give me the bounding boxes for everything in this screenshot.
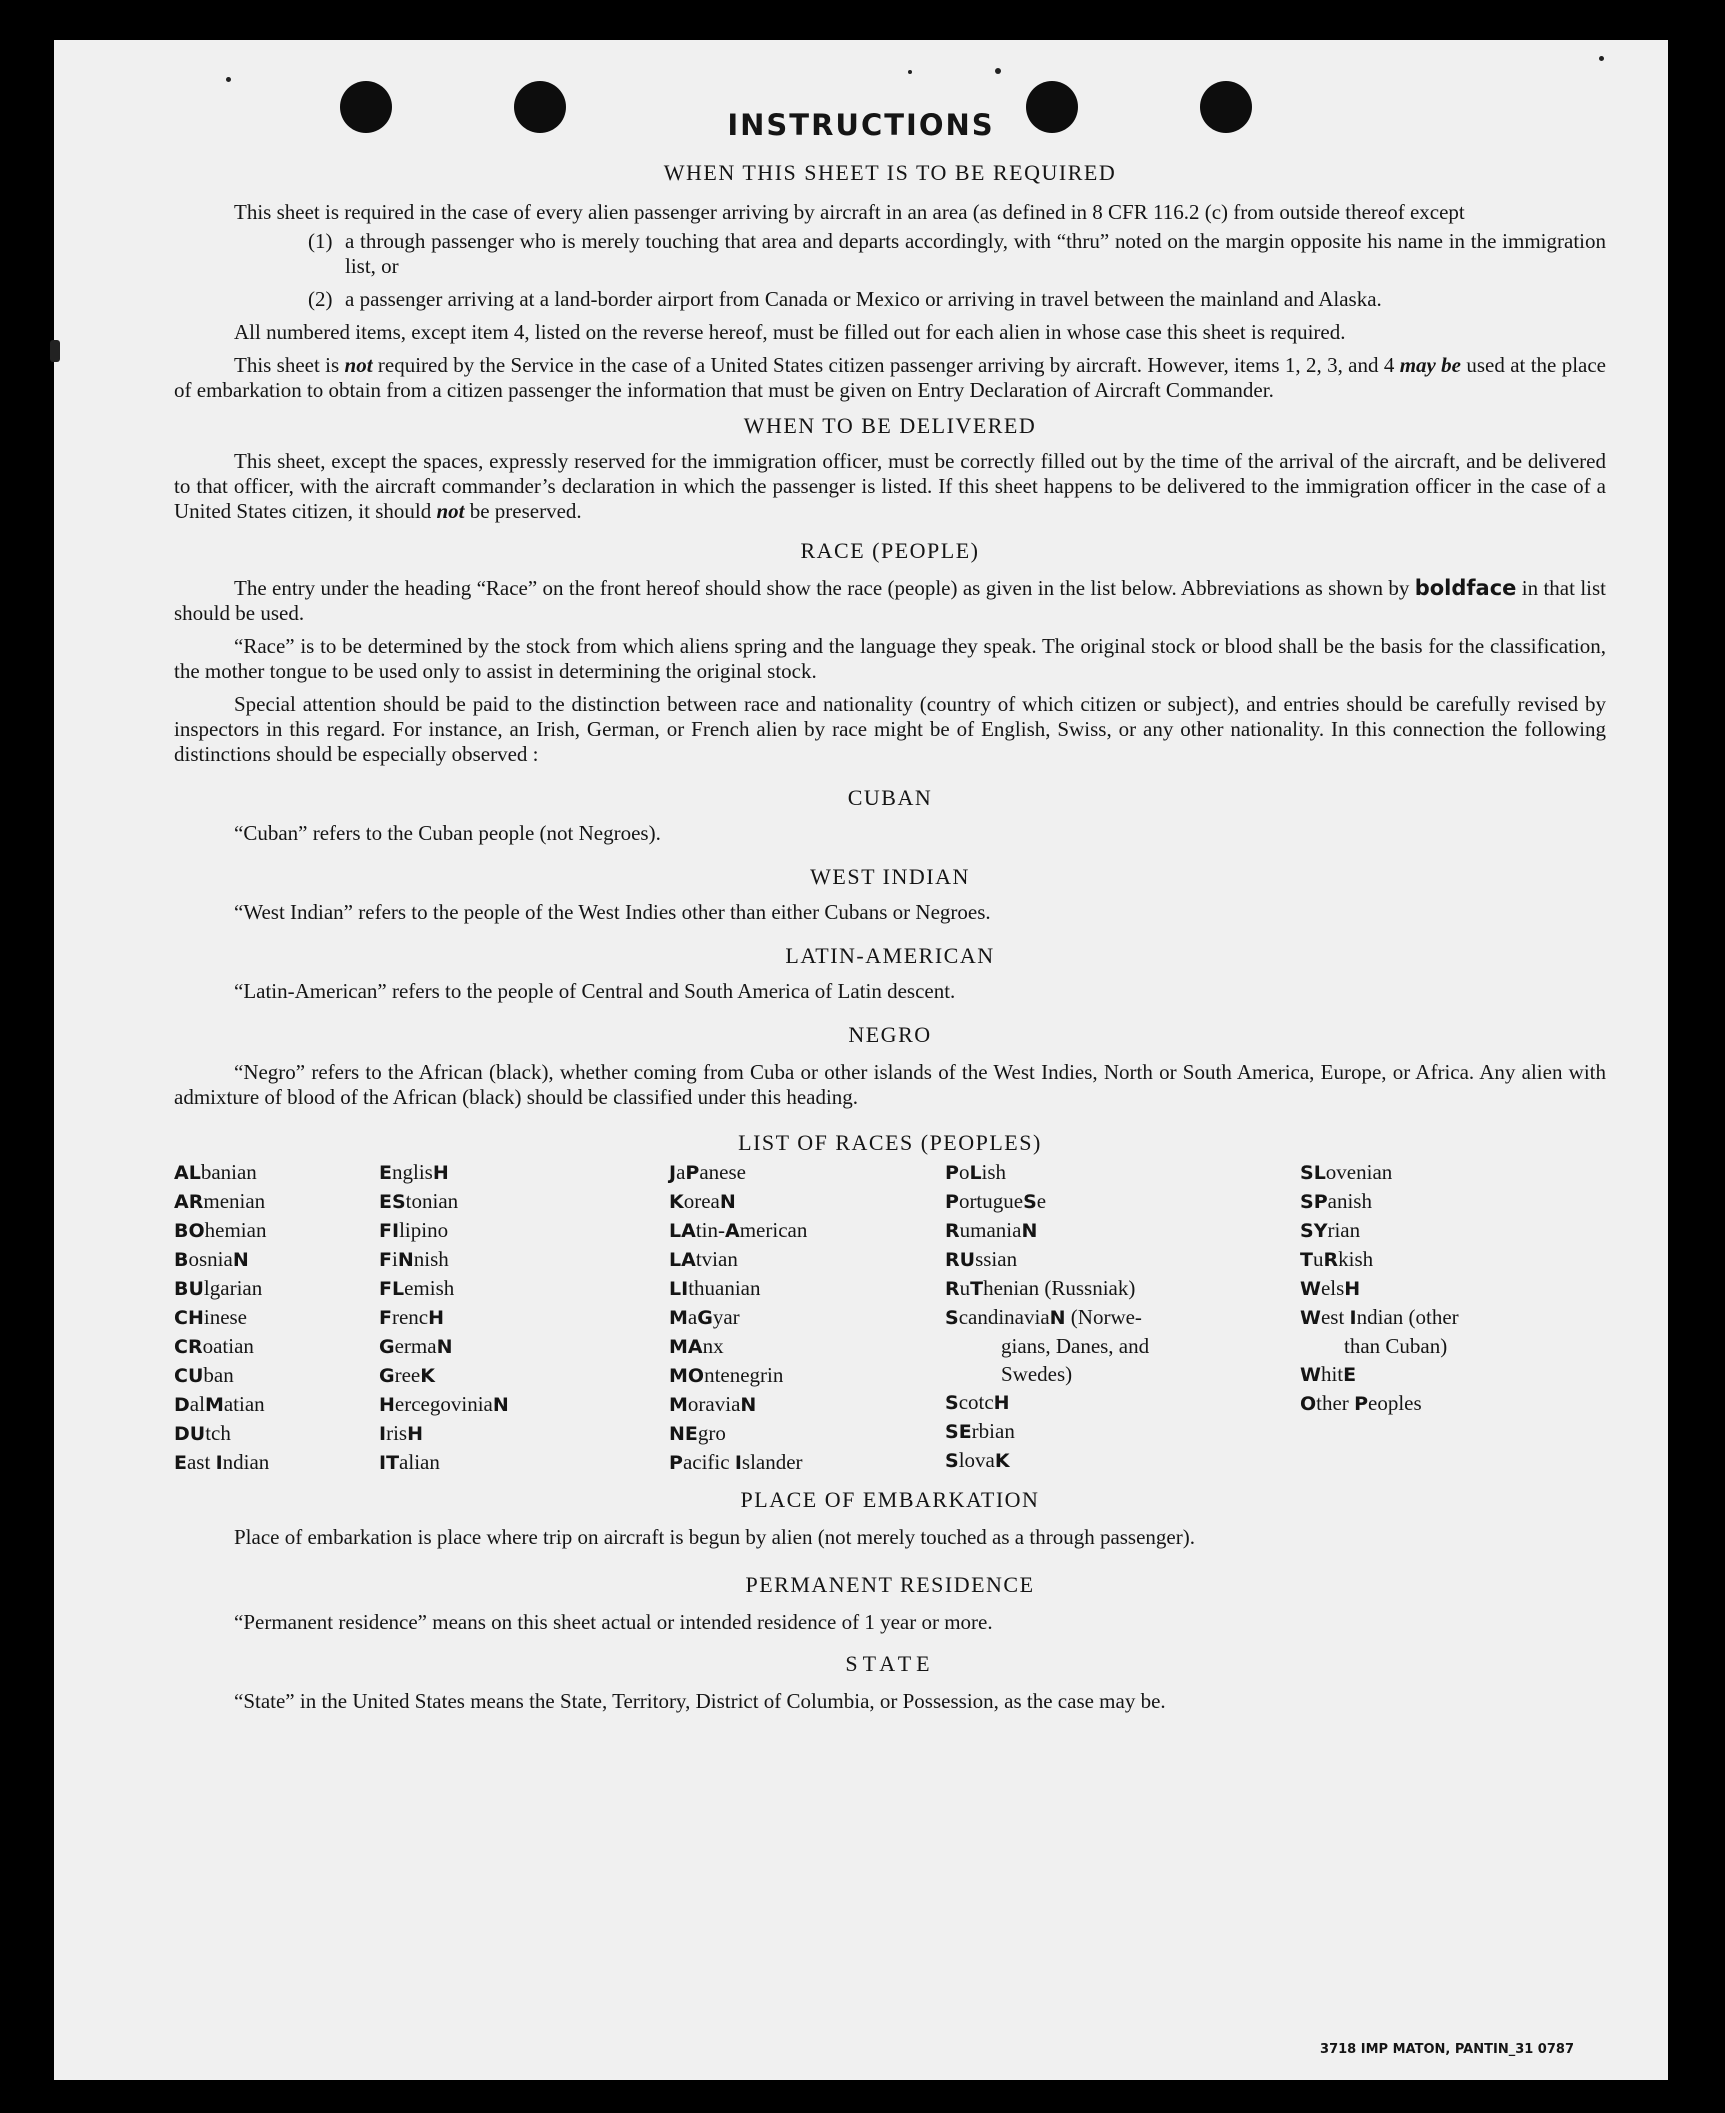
exception-item <box>308 287 1606 312</box>
race-entry: PortugueSe <box>945 1189 1047 1213</box>
race-entry: SYrian <box>1300 1218 1361 1242</box>
race-entry: Swedes) <box>1001 1362 1073 1386</box>
race-column-3 <box>669 1158 945 1477</box>
para-negro: “Negro” refers to the African (black), whether coming from Cuba or other islands of the West Indies, North or South America, Europe, or Africa. Any alien with admixture of blood of the African (black) should be classified under this heading. <box>174 1060 1606 1109</box>
race-entry: LIthuanian <box>669 1276 761 1300</box>
page-title: INSTRUCTIONS <box>727 108 995 142</box>
race-column-2 <box>379 1158 669 1477</box>
race-entry: ITalian <box>379 1450 440 1474</box>
race-entry: WhitE <box>1300 1362 1357 1386</box>
heading-latin-american: LATIN-AMERICAN <box>785 943 995 968</box>
speck <box>1599 56 1604 61</box>
para-latin-american: “Latin-American” refers to the people of Central and South America of Latin descent. <box>234 979 956 1003</box>
race-entry: KoreaN <box>669 1189 736 1213</box>
text: required by the Service in the case of a United States citizen passenger arriving by aircraft. However, items 1, 2, 3, and 4 <box>372 353 1400 377</box>
race-entry: CUban <box>174 1363 234 1387</box>
speck <box>908 70 912 74</box>
speck <box>226 77 231 82</box>
para-race-stock: “Race” is to be determined by the stock from which aliens spring and the language they speak. The original stock or blood shall be the basis for the classification, the mother tongue to be used only to assist in determining the original stock. <box>174 634 1606 683</box>
exception-item <box>308 229 1606 279</box>
race-entry: SLovenian <box>1300 1160 1393 1184</box>
race-column-5 <box>1300 1158 1606 1477</box>
text: in that list should be used. <box>174 576 1607 625</box>
race-entry: FrencH <box>379 1305 445 1329</box>
race-entry: SPanish <box>1300 1189 1372 1213</box>
race-entry: EnglisH <box>379 1160 449 1184</box>
heading-embarkation: PLACE OF EMBARKATION <box>740 1487 1040 1512</box>
race-entry: ALbanian <box>174 1160 257 1184</box>
item-text: a through passenger who is merely touching that area and departs accordingly, with “thru” noted on the margin opposite his name in the immigration list, or <box>345 229 1606 278</box>
para-permanent-residence: “Permanent residence” means on this sheet actual or intended residence of 1 year or more. <box>234 1610 993 1634</box>
text: be preserved. <box>464 499 582 523</box>
item-number: (2) <box>308 287 333 311</box>
heading-cuban: CUBAN <box>847 785 933 810</box>
para-state: “State” in the United States means the State, Territory, District of Columbia, or Possession, as the case may be. <box>234 1689 1166 1713</box>
race-entry: East Indian <box>174 1450 270 1474</box>
race-entry: LAtvian <box>669 1247 738 1271</box>
race-entry: CHinese <box>174 1305 248 1329</box>
race-entry: ARmenian <box>174 1189 266 1213</box>
race-entry: PoLish <box>945 1160 1007 1184</box>
race-entry: BOhemian <box>174 1218 267 1242</box>
race-entry: DUtch <box>174 1421 231 1445</box>
race-entry: CRoatian <box>174 1334 254 1358</box>
race-entry: Other Peoples <box>1300 1391 1422 1415</box>
race-entry: WelsH <box>1300 1276 1361 1300</box>
instructions-body <box>174 160 1606 1714</box>
race-entry: FIlipino <box>379 1218 449 1242</box>
text: The entry under the heading “Race” on the front hereof should show the race (people) as given in the list below. Abbreviations as shown by <box>234 576 1415 600</box>
heading-state: STATE <box>845 1651 935 1676</box>
race-column-4 <box>945 1158 1300 1477</box>
para-citizen <box>174 353 1606 403</box>
printer-imprint: 3718 IMP MATON, PANTIN_31 0787 <box>1320 2042 1574 2057</box>
exceptions-list <box>174 229 1606 312</box>
race-entry: RuThenian (Russniak) <box>945 1276 1136 1300</box>
race-entry: IrisH <box>379 1421 423 1445</box>
race-entry: BUlgarian <box>174 1276 263 1300</box>
race-entry: GermaN <box>379 1334 453 1358</box>
para-race-entry <box>174 576 1606 626</box>
race-entry: than Cuban) <box>1344 1334 1448 1358</box>
para-race-nationality: Special attention should be paid to the distinction between race and nationality (country of which citizen or subject), and entries should be carefully revised by inspectors in this regard. For instance, an Irish, German, or French alien by race might be of English, Swiss, or any other nationality. In this connection the following distinctions should be especially observed : <box>174 692 1606 766</box>
para-numbered-items: All numbered items, except item 4, listed on the reverse hereof, must be filled out for each alien in whose case this sheet is required. <box>234 320 1346 344</box>
emphasis: may be <box>1399 353 1462 377</box>
para-cuban: “Cuban” refers to the Cuban people (not Negroes). <box>234 821 661 845</box>
race-entry: West Indian (other <box>1300 1305 1459 1329</box>
para-west-indian: “West Indian” refers to the people of the West Indies other than either Cubans or Negroes. <box>234 900 991 924</box>
text: This sheet, except the spaces, expressly reserved for the immigration officer, must be correctly filled out by the time of the arrival of the aircraft, and be delivered to that officer, with the aircraft commander’s declaration in which the passenger is listed. If this sheet happens to be delivered to the immigration officer in the case of a United States citizen, it should <box>174 449 1606 523</box>
race-entry: NEgro <box>669 1421 726 1445</box>
race-entry: ScandinaviaN (Norwe- <box>945 1305 1142 1329</box>
heading-when-delivered: WHEN TO BE DELIVERED <box>743 413 1037 438</box>
speck <box>995 68 1001 74</box>
emphasis: not <box>344 353 373 377</box>
race-entry: MoraviaN <box>669 1392 757 1416</box>
para-embarkation: Place of embarkation is place where trip on aircraft is begun by alien (not merely touched as a through passenger). <box>234 1525 1195 1549</box>
race-entry: JaPanese <box>669 1160 746 1184</box>
race-entry: MAnx <box>669 1334 724 1358</box>
race-entry: RumaniaN <box>945 1218 1038 1242</box>
item-text: a passenger arriving at a land-border airport from Canada or Mexico or arriving in travel between the mainland and Alaska. <box>345 287 1382 311</box>
race-entry: gians, Danes, and <box>1001 1334 1150 1358</box>
boldface-word: boldface <box>1414 576 1517 600</box>
race-entry: FiNnish <box>379 1247 449 1271</box>
text: This sheet is <box>234 353 345 377</box>
races-table <box>174 1158 1606 1477</box>
race-entry: HercegoviniaN <box>379 1392 509 1416</box>
race-entry: BosniaN <box>174 1247 249 1271</box>
heading-permanent-residence: PERMANENT RESIDENCE <box>745 1572 1035 1597</box>
heading-west-indian: WEST INDIAN <box>810 864 970 889</box>
race-entry: MOntenegrin <box>669 1363 784 1387</box>
race-entry: RUssian <box>945 1247 1018 1271</box>
para-required: This sheet is required in the case of every alien passenger arriving by aircraft in an area (as defined in 8 CFR 116.2 (c) from outside thereof except <box>234 200 1465 224</box>
heading-race: RACE (PEOPLE) <box>800 538 980 563</box>
speck <box>50 340 60 362</box>
race-entry: EStonian <box>379 1189 459 1213</box>
race-entry: LAtin-American <box>669 1218 808 1242</box>
race-entry: SErbian <box>945 1419 1015 1443</box>
race-entry: FLemish <box>379 1276 455 1300</box>
race-entry: MaGyar <box>669 1305 740 1329</box>
race-entry: DalMatian <box>174 1392 265 1416</box>
heading-list-of-races: LIST OF RACES (PEOPLES) <box>738 1130 1042 1155</box>
race-entry: ScotcH <box>945 1390 1010 1414</box>
race-entry: Pacific Islander <box>669 1450 803 1474</box>
race-entry: TuRkish <box>1300 1247 1374 1271</box>
item-number: (1) <box>308 229 333 253</box>
emphasis: not <box>436 499 465 523</box>
race-entry: SlovaK <box>945 1448 1010 1472</box>
heading-when-required: WHEN THIS SHEET IS TO BE REQUIRED <box>663 160 1117 185</box>
text: used at the place of embarkation to obtain from a citizen passenger the information that must be given on Entry Declaration of Aircraft Commander. <box>174 353 1606 402</box>
para-delivered <box>174 449 1606 524</box>
race-entry: GreeK <box>379 1363 435 1387</box>
race-column-1 <box>174 1158 379 1477</box>
document-sheet <box>54 40 1668 2080</box>
heading-negro: NEGRO <box>848 1022 932 1047</box>
